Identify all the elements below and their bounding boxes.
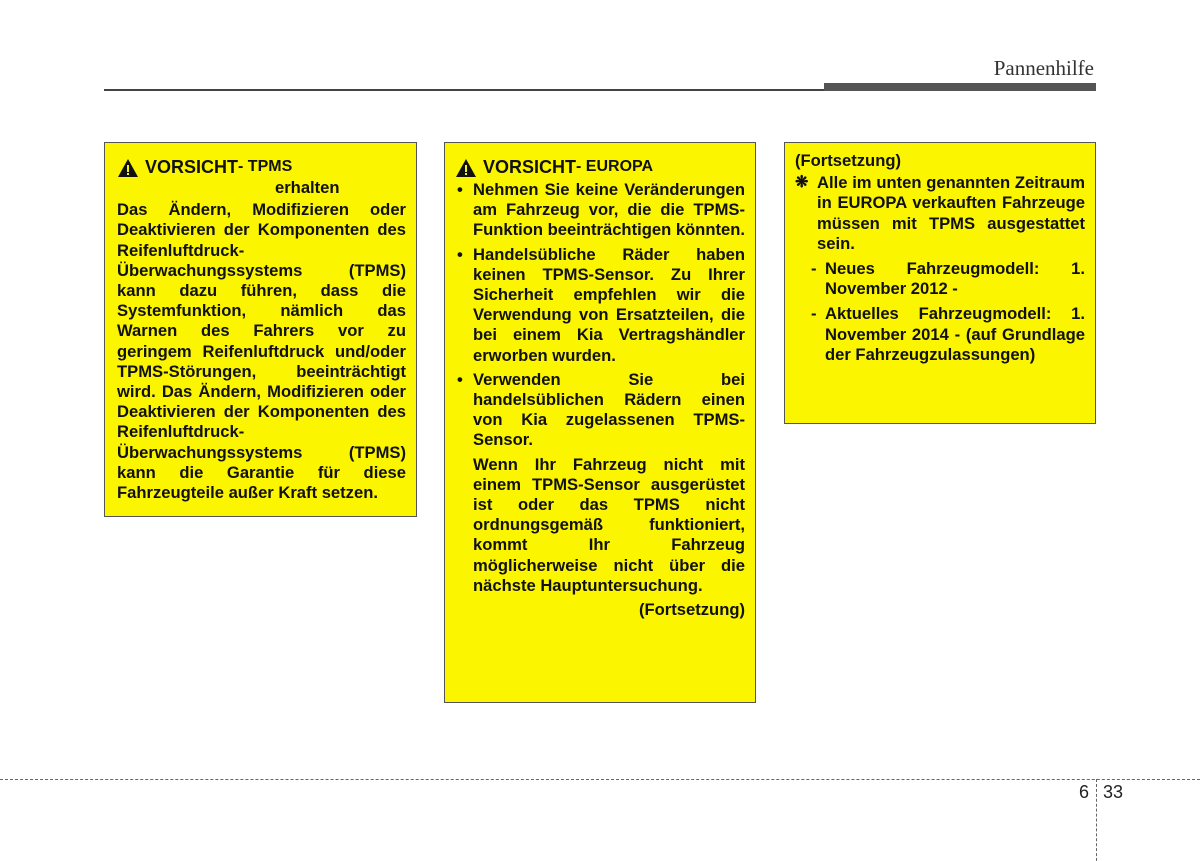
bullet-list: [455, 180, 745, 451]
caution-heading: [455, 157, 745, 178]
caution-box-europa: [444, 142, 756, 703]
list-item: - Aktuelles Fahrzeugmodell: 1. November 2014 - (auf Grundlage der Fahrzeugzulassungen): [811, 304, 1085, 364]
list-item: • Handelsübliche Räder haben keinen TPMS-Sensor. Zu Ihrer Sicherheit empfehlen wir die Verwendung von Ersatzteilen, die bei einem Kia Vertragshändler erworben wurden.: [455, 245, 745, 366]
caution-heading-sub: - EUROPA: [576, 158, 654, 175]
star-note: [795, 173, 1085, 254]
caution-heading-main: VORSICHT: [483, 157, 577, 177]
caution-heading: [117, 157, 406, 178]
chapter-number: 6: [1079, 782, 1090, 802]
caution-heading-main: VORSICHT: [145, 157, 239, 177]
star-note-text: Alle im unten genannten Zeitraum in EUROPA verkauften Fahrzeuge müssen mit TPMS ausgestattet sein.: [817, 173, 1085, 253]
list-item: - Neues Fahrzeugmodell: 1. November 2012 -: [811, 259, 1085, 299]
continuation-box: [784, 142, 1096, 424]
asterisk-icon: ❋: [795, 174, 809, 192]
list-item-text: Neues Fahrzeugmodell: 1. November 2012 -: [825, 259, 1085, 299]
footer-divider-vertical: [1096, 779, 1097, 861]
caution-heading-line2: erhalten: [275, 178, 340, 197]
caution-body: Das Ändern, Modifizieren oder Deaktivieren der Komponenten des Reifenluftdruck-Überwachungssystems (TPMS) kann dazu führen, dass die Systemfunktion, nämlich das Warnen des Fahrers vor zu geringem Reifenluftdruck und/oder TPMS-Störungen, beeinträchtigt wird. Das Ändern, Modifizieren oder Deaktivieren der Komponenten des Reifenluftdruck-Überwachungssystems (TPMS) kann die Garantie für diese Fahrzeugteile außer Kraft setzen.: [117, 200, 406, 503]
list-item: • Verwenden Sie bei handelsüblichen Rädern einen von Kia zugelassenen TPMS-Sensor.: [455, 370, 745, 451]
list-item-text: Aktuelles Fahrzeugmodell: 1. November 2014 - (auf Grundlage der Fahrzeugzulassungen): [825, 304, 1085, 364]
header-rule-thick: [824, 83, 1096, 91]
warning-icon: [117, 158, 139, 178]
caution-box-tpms: [104, 142, 417, 517]
section-title: Pannenhilfe: [993, 56, 1094, 80]
footer-divider: [0, 779, 1200, 780]
header-rule: [104, 89, 824, 91]
continued-label: (Fortsetzung): [795, 151, 901, 170]
caution-heading-sub: - TPMS: [238, 158, 293, 175]
warning-icon: [455, 158, 477, 178]
continued-label: (Fortsetzung): [639, 600, 745, 620]
extra-paragraph: Wenn Ihr Fahrzeug nicht mit einem TPMS-Sensor ausgerüstet ist oder das TPMS nicht ordnungsgemäß funktioniert, kommt Ihr Fahrzeug möglicherweise nicht über die nächste Hauptuntersuchung.: [473, 454, 745, 595]
page-number: 33: [1103, 782, 1124, 802]
list-item: • Nehmen Sie keine Veränderungen am Fahrzeug vor, die die TPMS-Funktion beeinträchtigen könnten.: [455, 180, 745, 241]
